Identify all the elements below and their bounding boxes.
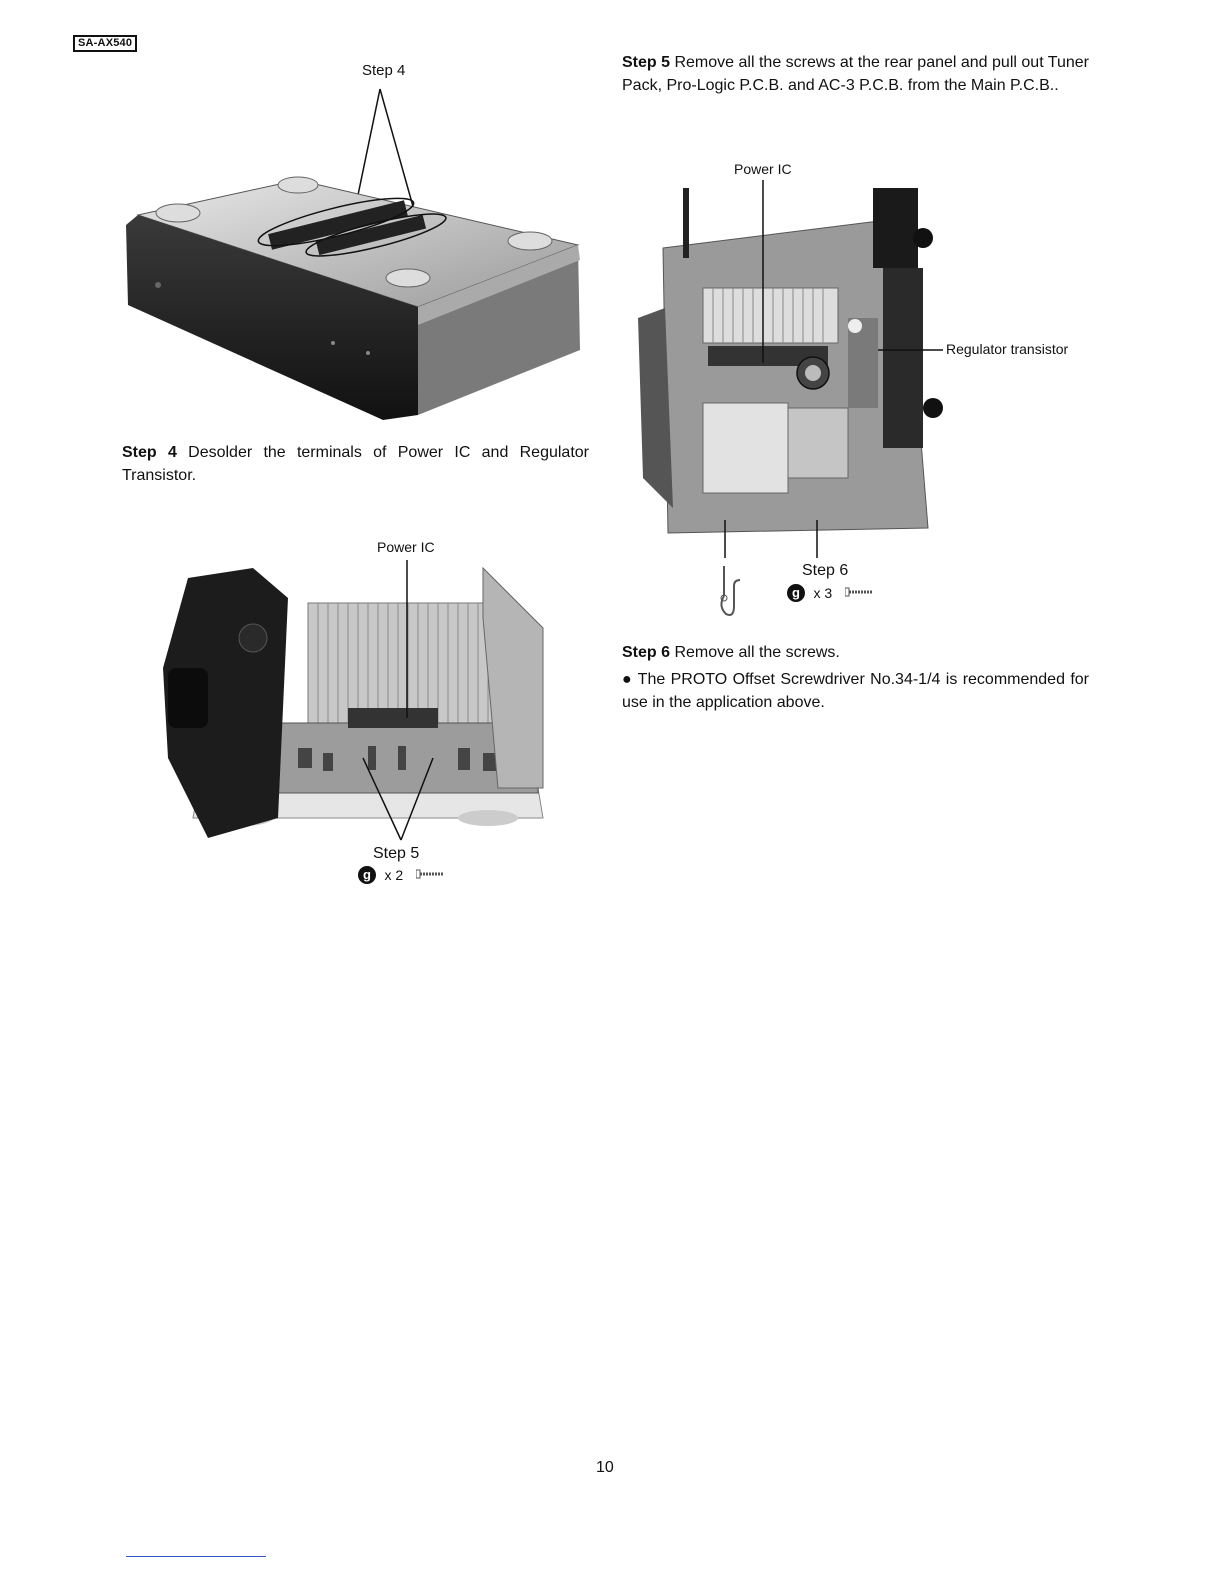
- step6-label: Step 6: [622, 644, 671, 661]
- screw-count: x 2: [384, 867, 404, 883]
- footer-rule: [126, 1556, 266, 1557]
- fig3-regulator-transistor-callout: Regulator transistor: [946, 341, 1069, 357]
- fig1-step4-callout: Step 4: [362, 62, 406, 79]
- fig2-power-ic-callout: Power IC: [377, 539, 435, 555]
- fig2-step5-callout: Step 5: [373, 845, 420, 862]
- screw-type-badge: g: [358, 866, 376, 884]
- step4-label: Step 4: [122, 444, 177, 461]
- step4-paragraph: [122, 441, 589, 487]
- fig2-inside-view-photo: [158, 558, 558, 848]
- fig3-top-view-photo: [633, 178, 943, 538]
- fig3-step6-callout: Step 6: [802, 562, 849, 579]
- note-text: The PROTO Offset Screwdriver No.34-1/4 is recommended for use in the application above.: [622, 671, 1090, 711]
- screw-icon: [416, 866, 446, 884]
- step5-text: Remove all the screws at the rear panel and pull out Tuner Pack, Pro-Logic P.C.B. and AC-3 P.C.B. from the Main P.C.B..: [622, 54, 1090, 94]
- screw-icon: [845, 584, 875, 602]
- fig3-power-ic-callout: Power IC: [734, 161, 792, 177]
- fig2-screw-spec: [358, 866, 446, 884]
- page-number: 10: [596, 1459, 614, 1476]
- step5-paragraph: [622, 51, 1089, 97]
- screw-count: x 3: [813, 585, 833, 601]
- screw-type-badge: g: [787, 584, 805, 602]
- note-bullet: ●: [622, 671, 633, 688]
- step6-paragraph: [622, 641, 1089, 664]
- screwdriver-note: [622, 668, 1089, 714]
- step6-text: Remove all the screws.: [670, 644, 840, 661]
- step4-text: Desolder the terminals of Power IC and Regulator Transistor.: [122, 444, 590, 484]
- fig3-screw-spec: [787, 584, 875, 602]
- fig1-unit-underside-photo: [118, 85, 588, 425]
- step5-label: Step 5: [622, 54, 671, 71]
- model-tag: SA-AX540: [73, 35, 137, 52]
- screwdriver-icon: [716, 566, 746, 627]
